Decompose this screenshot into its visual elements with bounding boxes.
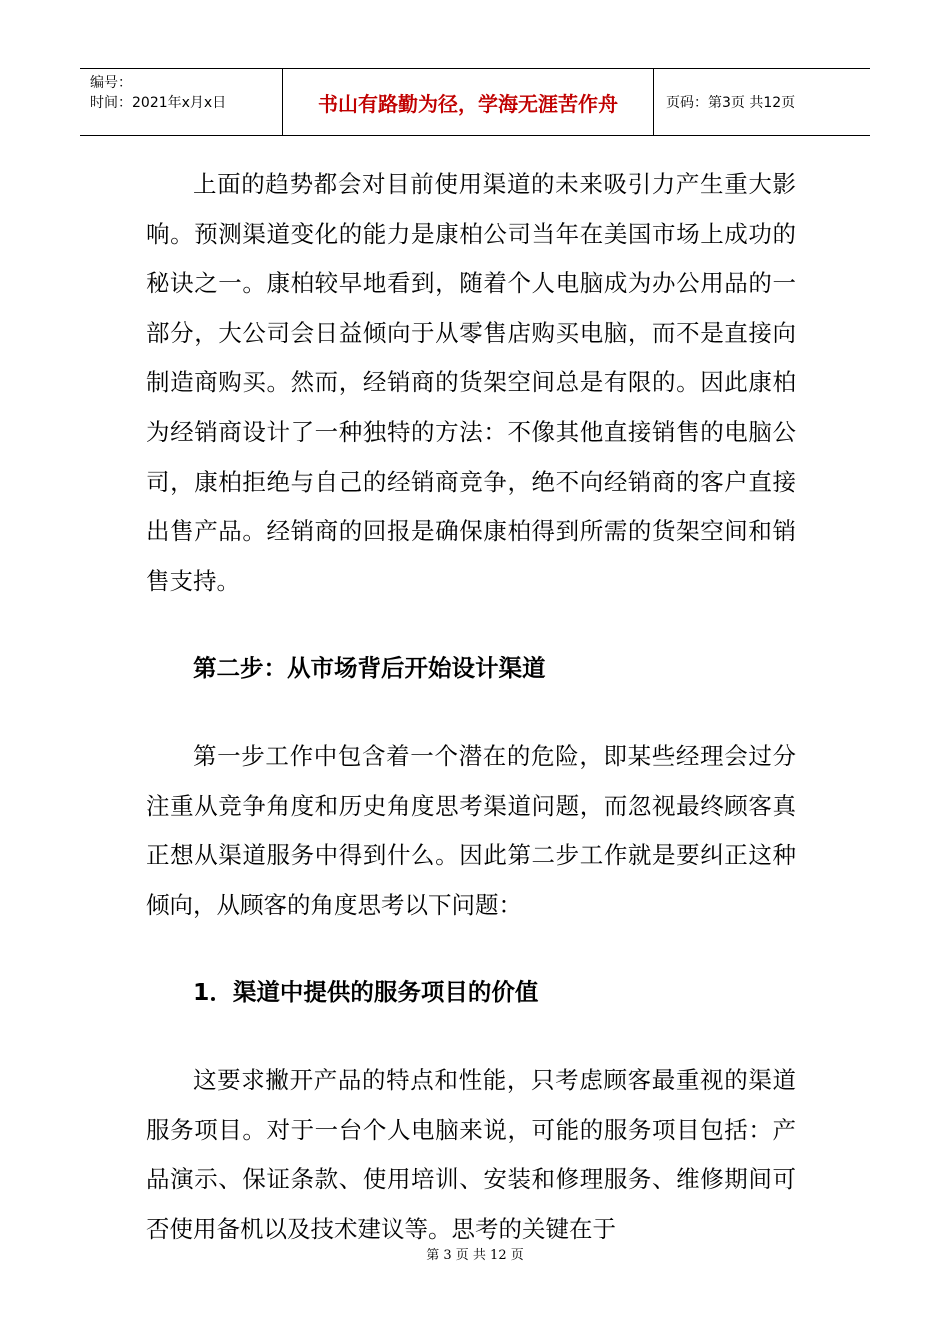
document-body: [146, 160, 796, 1254]
header-meta: [80, 69, 282, 135]
header-motto: 书山有路勤为径，学海无涯苦作舟: [282, 69, 654, 135]
paragraph-spacer: [146, 930, 796, 968]
page-footer: 第 3 页 共 12 页: [426, 1248, 524, 1263]
body-paragraph-3: 这要求撇开产品的特点和性能，只考虑顾客最重视的渠道服务项目。对于一台个人电脑来说，可能的服务项目包括：产品演示、保证条款、使用培训、安装和修理服务、维修期间可否使用备机以及技术建议等。思考的关键在于: [146, 1065, 796, 1243]
document-number-label: 编号：: [90, 75, 132, 91]
body-paragraph-1: 上面的趋势都会对目前使用渠道的未来吸引力产生重大影响。预测渠道变化的能力是康柏公司当年在美国市场上成功的秘诀之一。康柏较早地看到，随着个人电脑成为办公用品的一部分，大公司会日益倾向于从零售店购买电脑，而不是直接向制造商购买。然而，经销商的货架空间总是有限的。因此康柏为经销商设计了一种独特的方法：不像其他直接销售的电脑公司，康柏拒绝与自己的经销商竞争，绝不向经销商的客户直接出售产品。经销商的回报是确保康柏得到所需的货架空间和销售支持。: [146, 170, 796, 595]
paragraph-spacer: [146, 606, 796, 644]
page-header: [80, 68, 870, 136]
document-date-label: 时间：2021年x月x日: [90, 95, 227, 111]
body-paragraph-2: 第一步工作中包含着一个潜在的危险，即某些经理会过分注重从竞争角度和历史角度思考渠道问题，而忽视最终顾客真正想从渠道服务中得到什么。因此第二步工作就是要纠正这种倾向，从顾客的角度思考以下问题：: [146, 741, 796, 919]
paragraph-spacer: [146, 1018, 796, 1056]
header-page-info: 页码：第3页 共12页: [666, 95, 796, 111]
subsection-heading-1: 1．渠道中提供的服务项目的价值: [193, 978, 539, 1007]
section-heading-step-two: 第二步：从市场背后开始设计渠道: [193, 654, 546, 683]
paragraph-spacer: [146, 694, 796, 732]
